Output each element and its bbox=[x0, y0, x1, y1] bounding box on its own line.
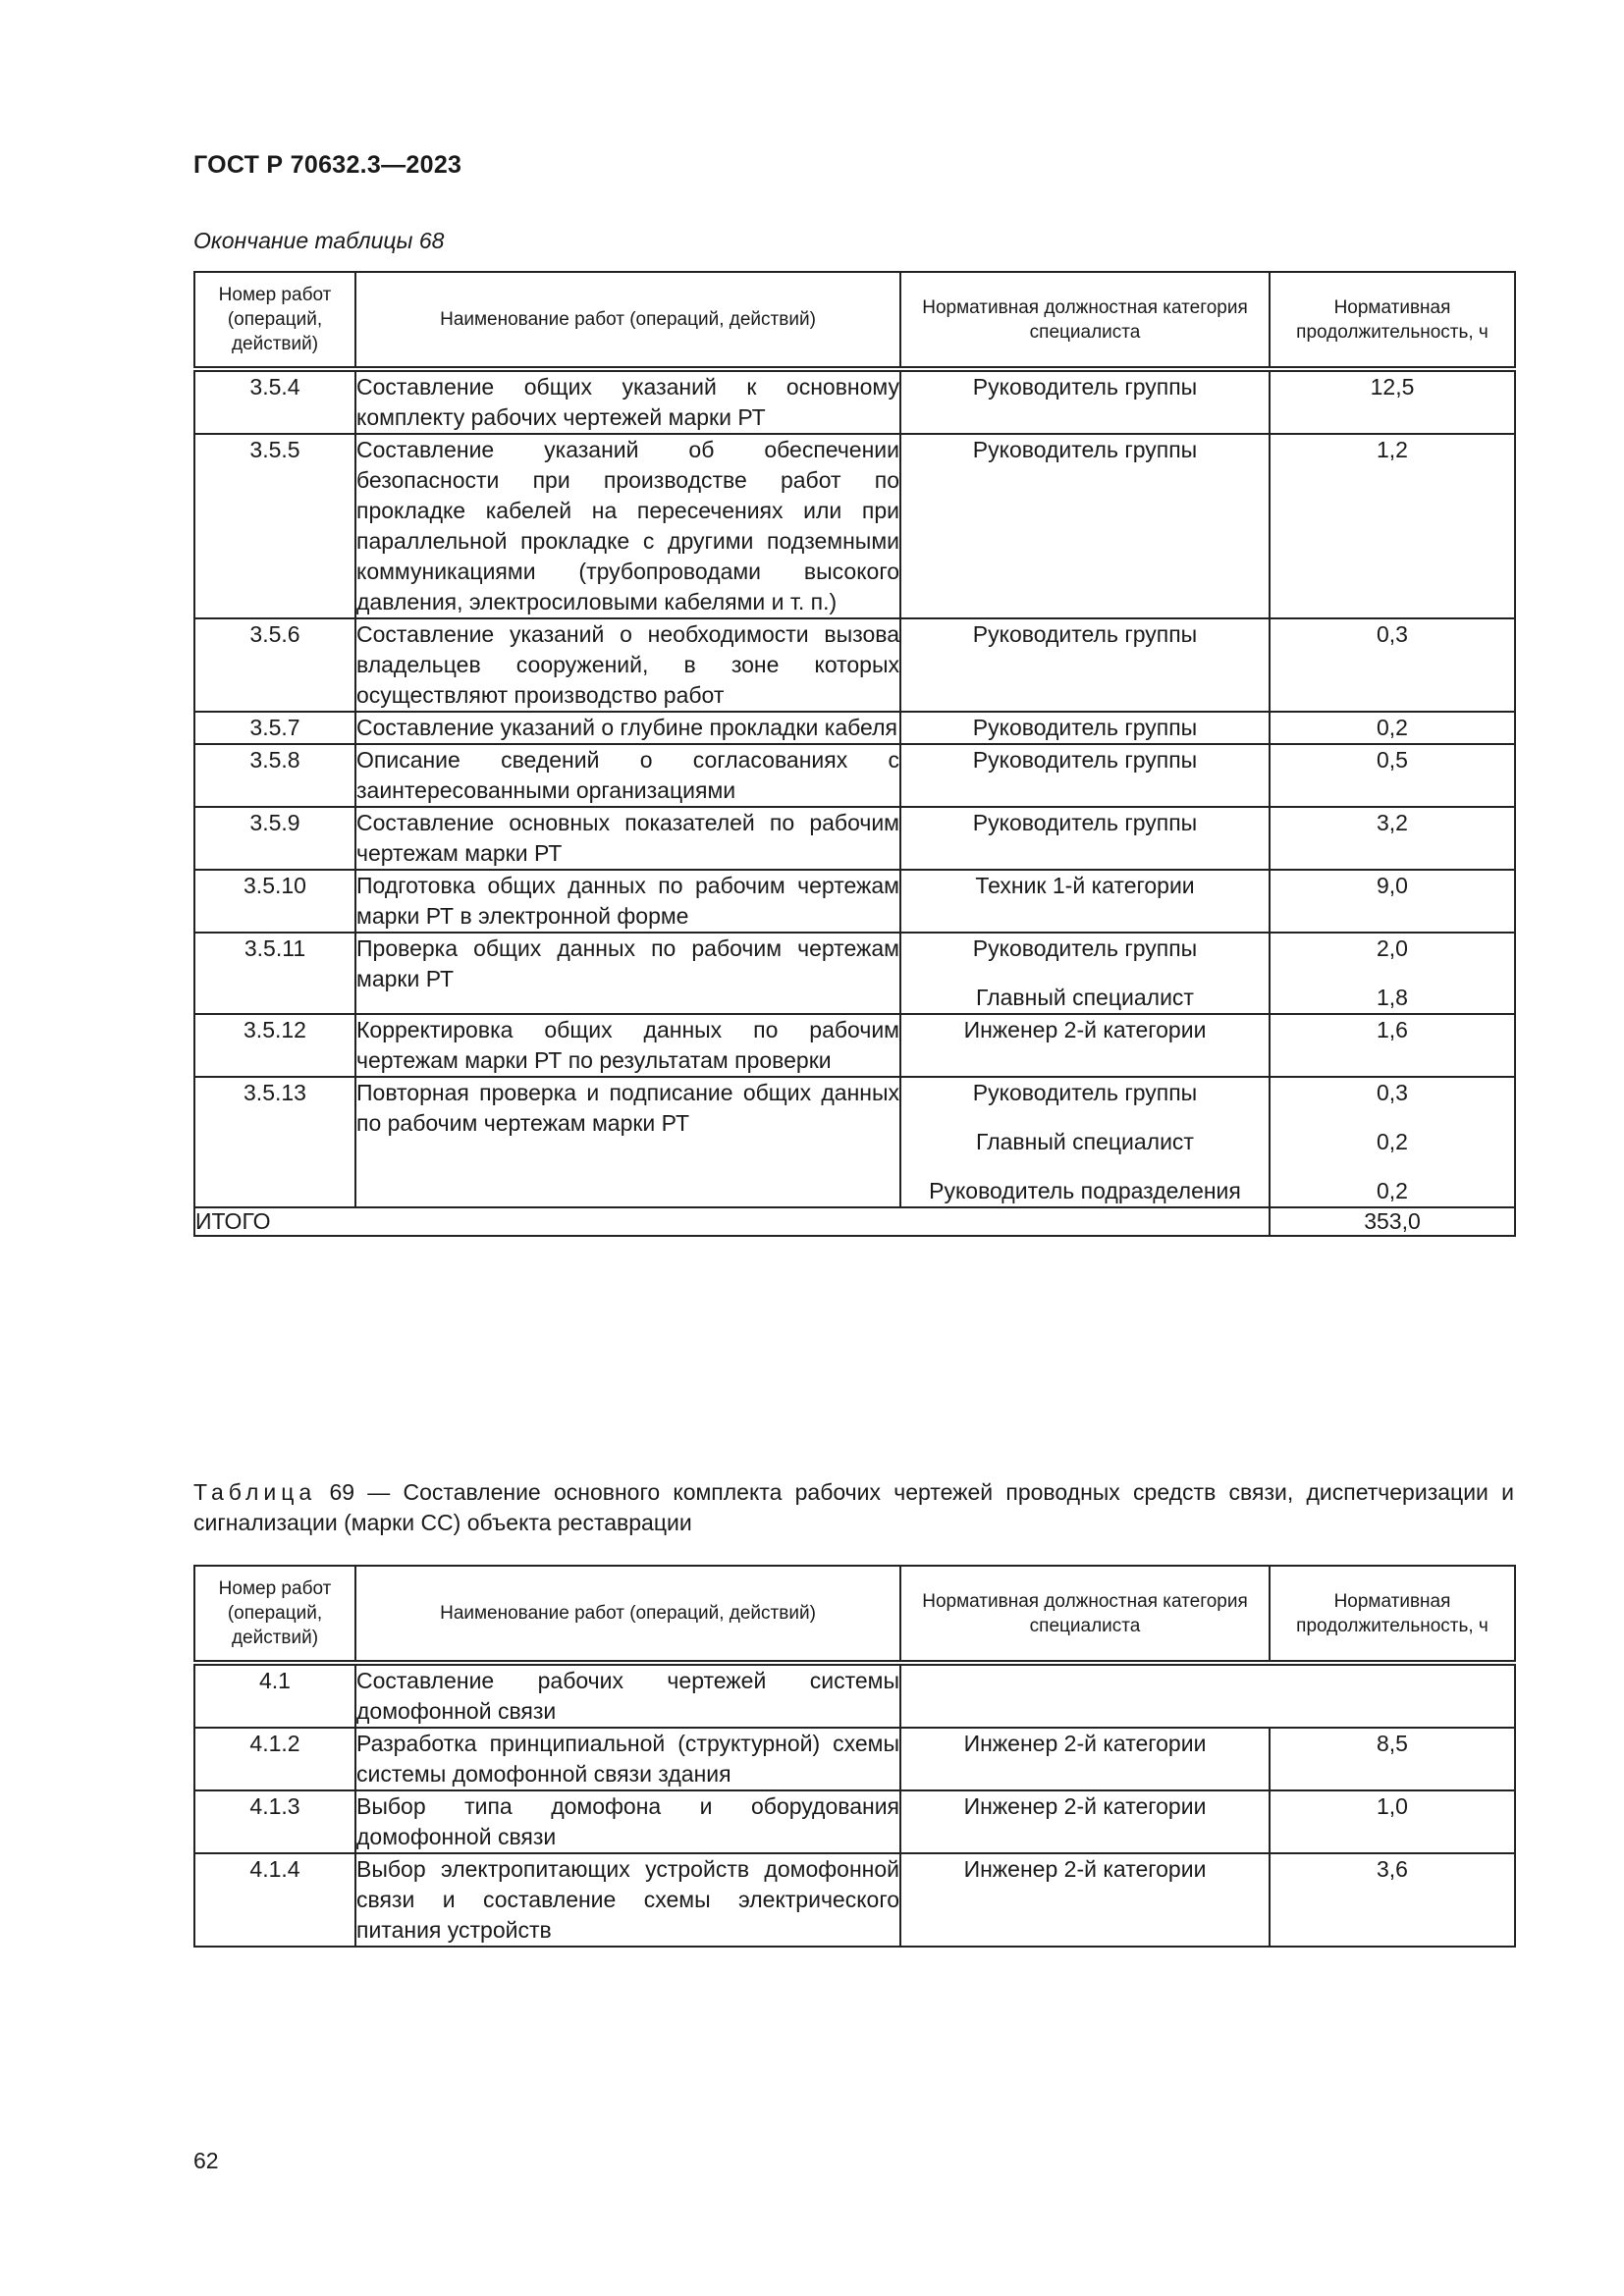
column-header-work: Наименование работ (операций, действий) bbox=[355, 1566, 900, 1663]
category-item: Руководитель группы bbox=[972, 374, 1198, 400]
duration-item: 8,5 bbox=[1377, 1731, 1408, 1756]
duration-item: 0,3 bbox=[1377, 621, 1408, 647]
duration-list bbox=[1271, 871, 1514, 901]
table-68-header-row bbox=[194, 272, 1515, 369]
specialist-category bbox=[900, 369, 1270, 434]
column-header-work: Наименование работ (операций, действий) bbox=[355, 272, 900, 369]
table-68-continuation-caption: Окончание таблицы 68 bbox=[193, 228, 445, 253]
duration-item: 0,3 bbox=[1377, 1080, 1408, 1105]
category-item: Руководитель группы bbox=[972, 621, 1198, 647]
category-list bbox=[901, 435, 1269, 465]
duration-item: 3,6 bbox=[1377, 1856, 1408, 1882]
specialist-category bbox=[900, 1014, 1270, 1077]
work-description: Составление общих указаний к основному комплекту рабочих чертежей марки РТ bbox=[355, 369, 900, 434]
category-item: Руководитель группы bbox=[972, 437, 1198, 462]
duration-value bbox=[1270, 618, 1515, 712]
work-number: 4.1.4 bbox=[194, 1853, 355, 1947]
duration-item: 1,6 bbox=[1377, 1017, 1408, 1042]
duration-value bbox=[1270, 434, 1515, 618]
work-description: Составление указаний о необходимости вызова владельцев сооружений, в зоне которых осуществляют производство работ bbox=[355, 618, 900, 712]
category-list bbox=[901, 1854, 1269, 1885]
table-69 bbox=[193, 1565, 1516, 1948]
category-item: Техник 1-й категории bbox=[975, 873, 1195, 898]
work-description: Выбор электропитающих устройств домофонной связи и составление схемы электрического питания устройств bbox=[355, 1853, 900, 1947]
specialist-category bbox=[900, 1790, 1270, 1853]
category-item: Главный специалист bbox=[976, 1129, 1194, 1154]
duration-list bbox=[1271, 745, 1514, 775]
duration-value bbox=[1270, 933, 1515, 1014]
duration-value bbox=[1270, 744, 1515, 807]
work-number: 4.1.3 bbox=[194, 1790, 355, 1853]
specialist-category bbox=[900, 618, 1270, 712]
category-list bbox=[901, 713, 1269, 743]
category-item: Руководитель группы bbox=[972, 715, 1198, 740]
table-row bbox=[194, 369, 1515, 434]
work-description: Подготовка общих данных по рабочим чертежам марки РТ в электронной форме bbox=[355, 870, 900, 933]
category-list bbox=[901, 1729, 1269, 1759]
work-description: Описание сведений о согласованиях с заинтересованными организациями bbox=[355, 744, 900, 807]
duration-list bbox=[1271, 619, 1514, 650]
table-row bbox=[194, 1077, 1515, 1207]
work-number: 3.5.5 bbox=[194, 434, 355, 618]
duration-value bbox=[1270, 1790, 1515, 1853]
duration-item: 12,5 bbox=[1370, 374, 1415, 400]
category-item: Инженер 2-й категории bbox=[963, 1017, 1207, 1042]
category-item: Главный специалист bbox=[976, 985, 1194, 1010]
category-list bbox=[901, 808, 1269, 838]
duration-value bbox=[1270, 1077, 1515, 1207]
duration-list bbox=[1271, 1015, 1514, 1045]
category-list bbox=[901, 1078, 1269, 1206]
category-item: Инженер 2-й категории bbox=[963, 1731, 1207, 1756]
table-row bbox=[194, 1728, 1515, 1790]
duration-item: 1,8 bbox=[1377, 985, 1408, 1010]
table-row bbox=[194, 1014, 1515, 1077]
work-number: 3.5.8 bbox=[194, 744, 355, 807]
work-number: 3.5.7 bbox=[194, 712, 355, 744]
category-list bbox=[901, 372, 1269, 402]
duration-item: 3,2 bbox=[1377, 810, 1408, 835]
duration-list bbox=[1271, 1791, 1514, 1822]
duration-list bbox=[1271, 808, 1514, 838]
work-number: 3.5.6 bbox=[194, 618, 355, 712]
total-value: 353,0 bbox=[1270, 1207, 1515, 1236]
work-description: Повторная проверка и подписание общих данных по рабочим чертежам марки РТ bbox=[355, 1077, 900, 1207]
duration-value bbox=[1270, 369, 1515, 434]
table-row bbox=[194, 712, 1515, 744]
duration-item: 0,2 bbox=[1377, 1129, 1408, 1154]
duration-value bbox=[1270, 712, 1515, 744]
table-68 bbox=[193, 271, 1516, 1237]
table-row bbox=[194, 1853, 1515, 1947]
specialist-category bbox=[900, 434, 1270, 618]
category-item: Руководитель группы bbox=[972, 1080, 1198, 1105]
category-item: Руководитель группы bbox=[972, 810, 1198, 835]
category-item: Инженер 2-й категории bbox=[963, 1793, 1207, 1819]
category-list bbox=[901, 745, 1269, 775]
specialist-category bbox=[900, 870, 1270, 933]
work-description: Составление рабочих чертежей системы домофонной связи bbox=[355, 1663, 900, 1728]
table-69-caption-text: 69 — Составление основного комплекта рабочих чертежей проводных средств связи, диспетчеризации и сигнализации (марки СС) объекта реставрации bbox=[193, 1479, 1514, 1535]
duration-item: 0,2 bbox=[1377, 715, 1408, 740]
table-row bbox=[194, 434, 1515, 618]
specialist-category bbox=[900, 744, 1270, 807]
work-description: Составление указаний об обеспечении безопасности при производстве работ по прокладке кабелей на пересечениях или при параллельной прокладке с другими подземными коммуникациями (трубопроводами высокого давления, электросиловыми кабелями и т. п.) bbox=[355, 434, 900, 618]
duration-item: 0,5 bbox=[1377, 747, 1408, 773]
column-header-category: Нормативная должностная категория специалиста bbox=[900, 272, 1270, 369]
work-number: 3.5.4 bbox=[194, 369, 355, 434]
table-row bbox=[194, 618, 1515, 712]
duration-list bbox=[1271, 1854, 1514, 1885]
work-number: 4.1 bbox=[194, 1663, 355, 1728]
work-description: Разработка принципиальной (структурной) схемы системы домофонной связи здания bbox=[355, 1728, 900, 1790]
duration-value bbox=[1270, 807, 1515, 870]
table-row bbox=[194, 933, 1515, 1014]
duration-item: 1,0 bbox=[1377, 1793, 1408, 1819]
duration-item: 0,2 bbox=[1377, 1178, 1408, 1203]
specialist-category bbox=[900, 807, 1270, 870]
duration-value bbox=[1270, 1728, 1515, 1790]
column-header-number: Номер работ (операций, действий) bbox=[194, 272, 355, 369]
category-list bbox=[901, 1791, 1269, 1822]
work-number: 3.5.9 bbox=[194, 807, 355, 870]
page-number: 62 bbox=[193, 2148, 219, 2173]
category-list bbox=[901, 1015, 1269, 1045]
duration-list bbox=[1271, 713, 1514, 743]
category-item: Руководитель подразделения bbox=[929, 1178, 1241, 1203]
duration-item: 1,2 bbox=[1377, 437, 1408, 462]
table-row bbox=[194, 1790, 1515, 1853]
column-header-duration: Нормативная продолжительность, ч bbox=[1270, 1566, 1515, 1663]
work-number: 3.5.13 bbox=[194, 1077, 355, 1207]
specialist-category bbox=[900, 1728, 1270, 1790]
specialist-category bbox=[900, 712, 1270, 744]
work-number: 3.5.11 bbox=[194, 933, 355, 1014]
specialist-category bbox=[900, 1853, 1270, 1947]
category-item: Руководитель группы bbox=[972, 935, 1198, 961]
specialist-category bbox=[900, 933, 1270, 1014]
document-code: ГОСТ Р 70632.3—2023 bbox=[193, 151, 462, 179]
table-69-header-row bbox=[194, 1566, 1515, 1663]
table-row bbox=[194, 807, 1515, 870]
work-description: Проверка общих данных по рабочим чертежам марки РТ bbox=[355, 933, 900, 1014]
duration-list bbox=[1271, 1078, 1514, 1206]
work-description: Выбор типа домофона и оборудования домофонной связи bbox=[355, 1790, 900, 1853]
duration-list bbox=[1271, 435, 1514, 465]
duration-list bbox=[1271, 1729, 1514, 1759]
category-list bbox=[901, 934, 1269, 1013]
table-row bbox=[194, 870, 1515, 933]
table-69-caption-word: Таблица bbox=[193, 1479, 317, 1505]
duration-item: 2,0 bbox=[1377, 935, 1408, 961]
column-header-duration: Нормативная продолжительность, ч bbox=[1270, 272, 1515, 369]
specialist-category bbox=[900, 1077, 1270, 1207]
duration-item: 9,0 bbox=[1377, 873, 1408, 898]
duration-value bbox=[1270, 1853, 1515, 1947]
table-row bbox=[194, 744, 1515, 807]
work-description: Составление указаний о глубине прокладки кабеля bbox=[355, 712, 900, 744]
work-number: 4.1.2 bbox=[194, 1728, 355, 1790]
category-item: Инженер 2-й категории bbox=[963, 1856, 1207, 1882]
work-number: 3.5.10 bbox=[194, 870, 355, 933]
duration-value bbox=[1270, 870, 1515, 933]
duration-list bbox=[1271, 934, 1514, 1013]
work-description: Составление основных показателей по рабочим чертежам марки РТ bbox=[355, 807, 900, 870]
column-header-number: Номер работ (операций, действий) bbox=[194, 1566, 355, 1663]
total-row bbox=[194, 1207, 1515, 1236]
total-label: ИТОГО bbox=[194, 1207, 1270, 1236]
empty-cell bbox=[900, 1663, 1515, 1728]
category-list bbox=[901, 871, 1269, 901]
table-69-caption bbox=[193, 1477, 1514, 1538]
column-header-category: Нормативная должностная категория специалиста bbox=[900, 1566, 1270, 1663]
table-row bbox=[194, 1663, 1515, 1728]
work-number: 3.5.12 bbox=[194, 1014, 355, 1077]
duration-value bbox=[1270, 1014, 1515, 1077]
work-description: Корректировка общих данных по рабочим чертежам марки РТ по результатам проверки bbox=[355, 1014, 900, 1077]
category-item: Руководитель группы bbox=[972, 747, 1198, 773]
category-list bbox=[901, 619, 1269, 650]
duration-list bbox=[1271, 372, 1514, 402]
